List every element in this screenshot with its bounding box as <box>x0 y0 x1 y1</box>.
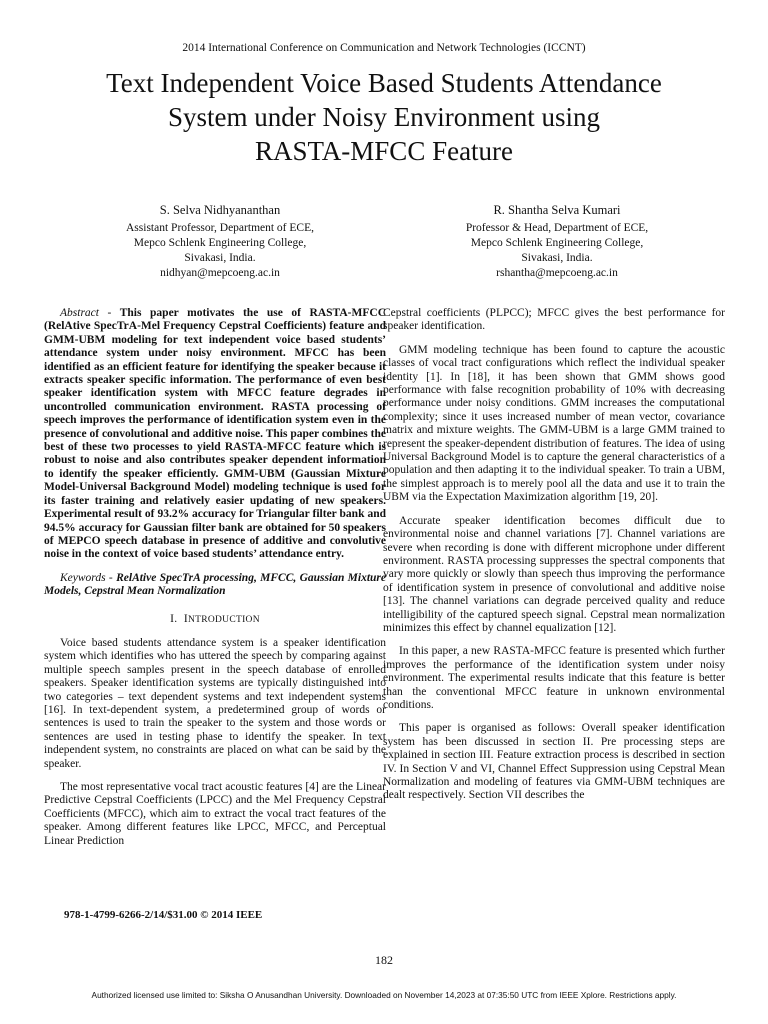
author-affiliation: Sivakasi, India. <box>521 252 593 264</box>
author-block-2 <box>432 203 682 281</box>
keywords-text: RelAtive SpecTrA processing, MFCC, Gaussian Mixture Models, Cepstral Mean Normalization <box>44 571 387 598</box>
right-column <box>383 307 725 813</box>
body-paragraph: Cepstral coefficients (PLPCC); MFCC gives the best performance for speaker identification. <box>383 307 725 333</box>
body-paragraph: This paper is organised as follows: Overall speaker identification system has been discussed in section II. Pre processing steps are explained in section III. Feature extraction process is described in section IV. In Section V and VI, Channel Effect Suppression using Cepstral Mean Normalization and modeling of features via GMM-UBM techniques are dealt respectively. Section VII describes the <box>383 722 725 802</box>
page-number: 182 <box>375 953 393 967</box>
author-email: nidhyan@mepcoeng.ac.in <box>160 267 280 279</box>
abstract-label: Abstract - <box>60 307 112 319</box>
body-paragraph: GMM modeling technique has been found to capture the acoustic classes of vocal tract configurations which reflect the individual speaker identity [1]. In [18], it has been shown that GMM shows good performance with false recognition probability of 10% with decreasing performance under noisy conditions. GMM increases the computational complexity; since it uses increased number of mean vector, covariance matrix and mixture weights. The GMM-UBM is a large GMM trained to represent the speaker-dependent distribution of features. The idea of using Universal Background Model is to capture the general characteristics of a population and then adapting it to the individual speaker. To train a UBM, the simplest approach is to merely pool all the data and use it to train the UBM via the Expectation Maximization algorithm [19, 20]. <box>383 343 725 504</box>
abstract-text: This paper motivates the use of RASTA-MFCC (RelAtive SpecTrA-Mel Frequency Cepstral Coefficients) feature and GMM-UBM modeling for text independent voice based students’ attendance system under noisy environment. MFCC has been identified as an efficient feature for identifying the speaker because it extracts speaker specific information. The performance of even best speaker identification system with MFCC feature degrades in uncontrolled communication environment. RASTA processing of speech improves the performance of identification system even in the presence of convolutional and additive noise. This paper combines the best of these two processes to yield RASTA-MFCC feature which is robust to noise and also contributes speaker dependent information to identify the speaker efficiently. GMM-UBM (Gaussian Mixture Model-Universal Background Model) modeling technique is used for its faster training and relatively easier updating of new speakers. Experimental result of 93.2% accuracy for Triangular filter bank and 94.5% accuracy for Gaussian filter bank are obtained for 50 speakers of MEPCO speech database in presence of additive and convolutive noise in the context of voice based students’ attendance entry. <box>44 307 386 561</box>
section-title-rest: NTRODUCTION <box>187 614 260 625</box>
body-paragraph: In this paper, a new RASTA-MFCC feature is presented which further improves the performance of the identification system under noisy environment. The experimental results indicate that this feature is better than the conventional MFCC feature in unknown environmental conditions. <box>383 645 725 711</box>
author-name: R. Shantha Selva Kumari <box>493 203 621 217</box>
abstract <box>44 307 386 562</box>
title-line-2: System under Noisy Environment using <box>168 102 600 132</box>
author-name: S. Selva Nidhyananthan <box>159 203 281 217</box>
body-paragraph: Accurate speaker identification becomes difficult due to environmental noise and channel variations [7]. Channel variations are severe when recording is done with different microphone under different environment. RASTA processing suppresses the spectral components that vary more quickly or slowly than speech thus improving the performance of identification system in presence of convolutional and additive noise [13]. The channel variations can degrade perceived quality and reduce intelligibility of the captured speech signal. Cepstral mean normalization minimizes this effect by channel equalization [12]. <box>383 514 725 634</box>
section-title-initial: I <box>183 612 188 625</box>
paper-title <box>40 66 728 168</box>
title-line-3: RASTA-MFCC Feature <box>254 136 514 166</box>
section-number: I. <box>170 612 178 625</box>
left-column <box>44 307 386 858</box>
author-email: rshantha@mepcoeng.ac.in <box>496 267 618 279</box>
conference-header: 2014 International Conference on Communication and Network Technologies (ICCNT) <box>182 42 586 54</box>
author-affiliation: Mepco Schlenk Engineering College, <box>133 237 307 249</box>
license-footer: Authorized licensed use limited to: Siksha O Anusandhan University. Downloaded on November 14,2023 at 07:35:50 UTC from IEEE Xplore. Restrictions apply. <box>91 990 677 1000</box>
keywords-label: Keywords - <box>60 571 113 584</box>
body-paragraph: The most representative vocal tract acoustic features [4] are the Linear Predictive Cepstral Coefficients (LPCC) and the Mel Frequency Cepstral Coefficients (MFCC), which aim to extract the vocal tract features of the speaker. Among different features like LPCC, MFCC, and Perceptual Linear Prediction <box>44 781 386 847</box>
author-affiliation: Assistant Professor, Department of ECE, <box>126 222 314 234</box>
section-heading-introduction <box>44 613 386 627</box>
title-line-1: Text Independent Voice Based Students Attendance <box>106 68 662 98</box>
author-affiliation: Sivakasi, India. <box>184 252 256 264</box>
keywords <box>44 572 386 599</box>
author-block-1 <box>95 203 345 281</box>
author-affiliation: Mepco Schlenk Engineering College, <box>470 237 644 249</box>
body-paragraph: Voice based students attendance system is a speaker identification system which identifies who has uttered the speech by comparing against multiple speech samples present in the speech database of enrolled speakers. Speaker identification systems are typically distinguished into two categories – text dependent systems and text independent systems [16]. In text-dependent system, a predetermined group of words or sentences is used to train the speaker to the system and those words or sentences are used in testing phase to identify the speaker. In text independent system, no constraints are placed on what can be said by the speaker. <box>44 636 386 770</box>
author-affiliation: Professor & Head, Department of ECE, <box>465 222 649 234</box>
isbn-copyright: 978-1-4799-6266-2/14/$31.00 © 2014 IEEE <box>64 909 263 921</box>
